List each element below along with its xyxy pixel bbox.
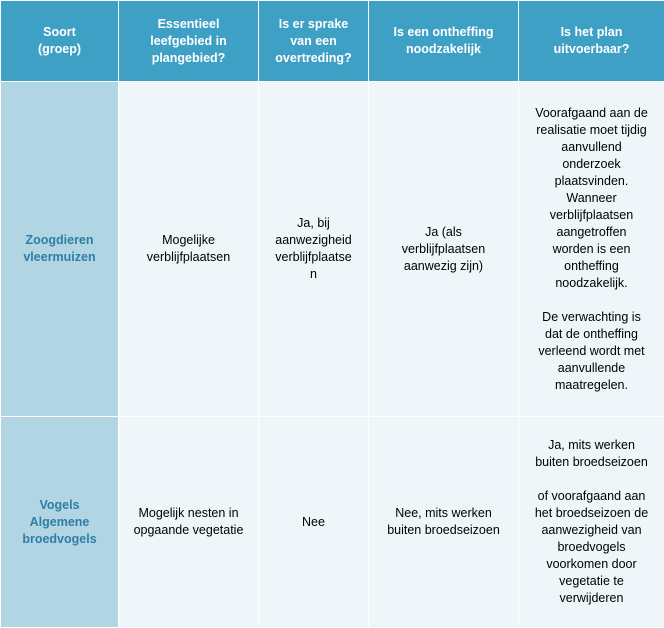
header-row: [1, 1, 664, 82]
header-ontheffing: Is een ontheffing noodzakelijk: [369, 1, 519, 82]
header-overtreding: Is er sprake van een overtreding?: [259, 1, 369, 82]
header-leefgebied: Essentieel leefgebied in plangebied?: [119, 1, 259, 82]
cell-ontheffing: Nee, mits werken buiten broedseizoen: [369, 417, 519, 628]
header-soort: Soort (groep): [1, 1, 119, 82]
cell-leefgebied: Mogelijk nesten in opgaande vegetatie: [119, 417, 259, 628]
cell-ontheffing: Ja (als verblijfplaatsen aanwezig zijn): [369, 82, 519, 417]
header-uitvoerbaar: Is het plan uitvoerbaar?: [519, 1, 664, 82]
table-row: [1, 417, 664, 628]
cell-soort: Vogels Algemene broedvogels: [1, 417, 119, 628]
cell-leefgebied: Mogelijke verblijfplaatsen: [119, 82, 259, 417]
cell-overtreding: Ja, bij aanwezigheid verblijfplaatse n: [259, 82, 369, 417]
cell-overtreding: Nee: [259, 417, 369, 628]
table-row: [1, 82, 664, 417]
cell-uitvoerbaar: Voorafgaand aan de realisatie moet tijdig aanvullend onderzoek plaatsvinden. Wanneer verblijfplaatsen aangetroffen worden is een ontheffing noodzakelijk. De verwachting is dat de ontheffing verleend wordt met aanvullende maatregelen.: [519, 82, 664, 417]
cell-soort: Zoogdieren vleermuizen: [1, 82, 119, 417]
cell-uitvoerbaar: Ja, mits werken buiten broedseizoen of voorafgaand aan het broedseizoen de aanwezigheid van broedvogels voorkomen door vegetatie te verwijderen: [519, 417, 664, 628]
